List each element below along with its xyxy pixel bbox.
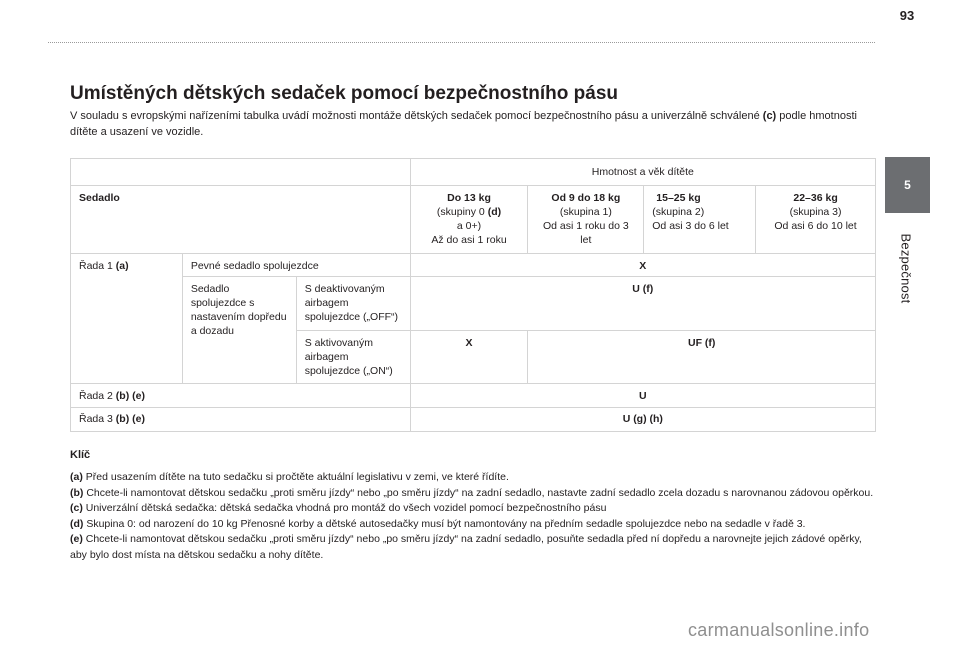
intro-text-start: V souladu s evropskými nařízeními tabulka uvádí možnosti montáže dětských sedaček pomocí bezpečnostního pásu a univerzálně schválené bbox=[70, 110, 763, 122]
table-row bbox=[71, 408, 876, 432]
group-line: (skupina 3) bbox=[789, 206, 842, 218]
group-weight: Od 9 do 18 kg bbox=[551, 192, 621, 204]
key-text: Chcete-li namontovat dětskou sedačku „proti směru jízdy“ nebo „po směru jízdy“ na zadní sedadlo, nastavte zadní sedadlo zcela dozadu s narovnanou zádovou opěrkou. bbox=[83, 486, 874, 499]
key-list bbox=[70, 470, 876, 563]
table-row bbox=[71, 277, 876, 331]
airbag-on-label: S aktivovaným airbagem spolujezdce („ON“) bbox=[296, 331, 410, 384]
watermark: carmanualsonline.info bbox=[688, 620, 870, 640]
row-label-ref: (a) bbox=[115, 260, 129, 272]
group-age: Od asi 1 roku do 3 let bbox=[542, 220, 629, 246]
key-item bbox=[70, 470, 876, 486]
group-line: (skupina 2) bbox=[652, 206, 705, 218]
row-value: U bbox=[410, 384, 875, 408]
table-row bbox=[71, 254, 876, 277]
table-cell-empty bbox=[71, 159, 411, 186]
key-text: Chcete-li namontovat dětskou sedačku „proti směru jízdy“ nebo „po směru jízdy“ na zadní sedadlo, posuňte sedadla před ní dopředu a narovnejte jejich zádové opěrky, aby bylo dost místa na dětskou sedačku a nohy dítěte. bbox=[70, 533, 862, 561]
row-label bbox=[71, 408, 411, 432]
table-row bbox=[71, 159, 876, 186]
fixed-seat-label: Pevné sedadlo spolujezdce bbox=[182, 254, 410, 277]
key-ref: (b) bbox=[70, 486, 84, 499]
key-item bbox=[70, 517, 876, 533]
group-weight: 22–36 kg bbox=[793, 192, 838, 204]
group-cell bbox=[410, 186, 528, 254]
key-text: Skupina 0: od narození do 10 kg Přenosné korby a dětské autosedačky musí být namontovány na předním sedadle spolujezdce nebo na sedadle v řadě 3. bbox=[83, 517, 806, 530]
key-ref: (d) bbox=[70, 517, 84, 530]
key-item bbox=[70, 532, 876, 563]
group-line-text: (skupiny 0 bbox=[436, 206, 488, 218]
child-seat-table bbox=[70, 158, 876, 432]
page-number: 93 bbox=[899, 8, 915, 23]
row-label bbox=[71, 254, 183, 384]
group-ref: (d) bbox=[487, 206, 502, 218]
row-label-ref: (b) (e) bbox=[115, 413, 145, 425]
group-age: Až do asi 1 roku bbox=[431, 234, 507, 246]
key-ref: (c) bbox=[70, 502, 83, 514]
group-age: Od asi 6 do 10 let bbox=[774, 220, 857, 232]
intro-ref: (c) bbox=[762, 110, 777, 122]
row-label-text: Řada 2 bbox=[79, 390, 116, 402]
key-ref: (e) bbox=[70, 533, 83, 545]
row-label-text: Řada 3 bbox=[79, 413, 116, 425]
airbag-on-value: X bbox=[410, 331, 528, 384]
header-divider bbox=[48, 42, 875, 43]
intro-paragraph bbox=[70, 108, 876, 140]
row-value: U (g) (h) bbox=[410, 408, 875, 432]
seat-header: Sedadlo bbox=[71, 186, 411, 254]
table-row bbox=[71, 384, 876, 408]
group-weight: Do 13 kg bbox=[447, 192, 491, 204]
row-label bbox=[71, 384, 411, 408]
weight-age-header: Hmotnost a věk dítěte bbox=[410, 159, 875, 186]
key-title: Klíč bbox=[70, 449, 91, 461]
group-line bbox=[419, 205, 520, 219]
key-ref: (a) bbox=[70, 471, 83, 483]
group-line: a 0+) bbox=[456, 220, 482, 232]
section-tab-label-text: Bezpečnost bbox=[898, 233, 914, 303]
airbag-off-label: S deaktivovaným airbagem spolujezdce („OFF“) bbox=[296, 277, 410, 331]
group-weight: 15–25 kg bbox=[656, 192, 701, 204]
fixed-seat-value: X bbox=[410, 254, 875, 277]
key-text: Před usazením dítěte na tuto sedačku si pročtěte aktuální legislativu v zemi, ve které řídíte. bbox=[82, 471, 509, 483]
key-text: Univerzální dětská sedačka: dětská sedačka vhodná pro montáž do všech vozidel pomocí bezpečnostního pásu bbox=[82, 502, 607, 514]
page-title: Umístěných dětských sedaček pomocí bezpečnostního pásu bbox=[70, 83, 618, 104]
intro-text-end: podle hmotnosti dítěte a usazení ve vozidle. bbox=[70, 110, 857, 138]
row-label-ref: (b) (e) bbox=[115, 390, 145, 402]
section-tab-label bbox=[883, 208, 929, 328]
group-line: (skupina 1) bbox=[559, 206, 612, 218]
section-tab-number[interactable]: 5 bbox=[885, 157, 930, 213]
key-item bbox=[70, 501, 876, 517]
airbag-on-value: UF (f) bbox=[528, 331, 876, 384]
table-row bbox=[71, 186, 876, 254]
adjustable-seat-label: Sedadlo spolujezdce s nastavením dopředu a dozadu bbox=[182, 277, 296, 384]
group-cell bbox=[644, 186, 756, 254]
row-label-text: Řada 1 bbox=[79, 260, 116, 272]
group-cell bbox=[528, 186, 644, 254]
key-item bbox=[70, 486, 876, 502]
group-age: Od asi 3 do 6 let bbox=[652, 220, 729, 232]
group-cell bbox=[756, 186, 876, 254]
airbag-off-value: U (f) bbox=[410, 277, 875, 331]
